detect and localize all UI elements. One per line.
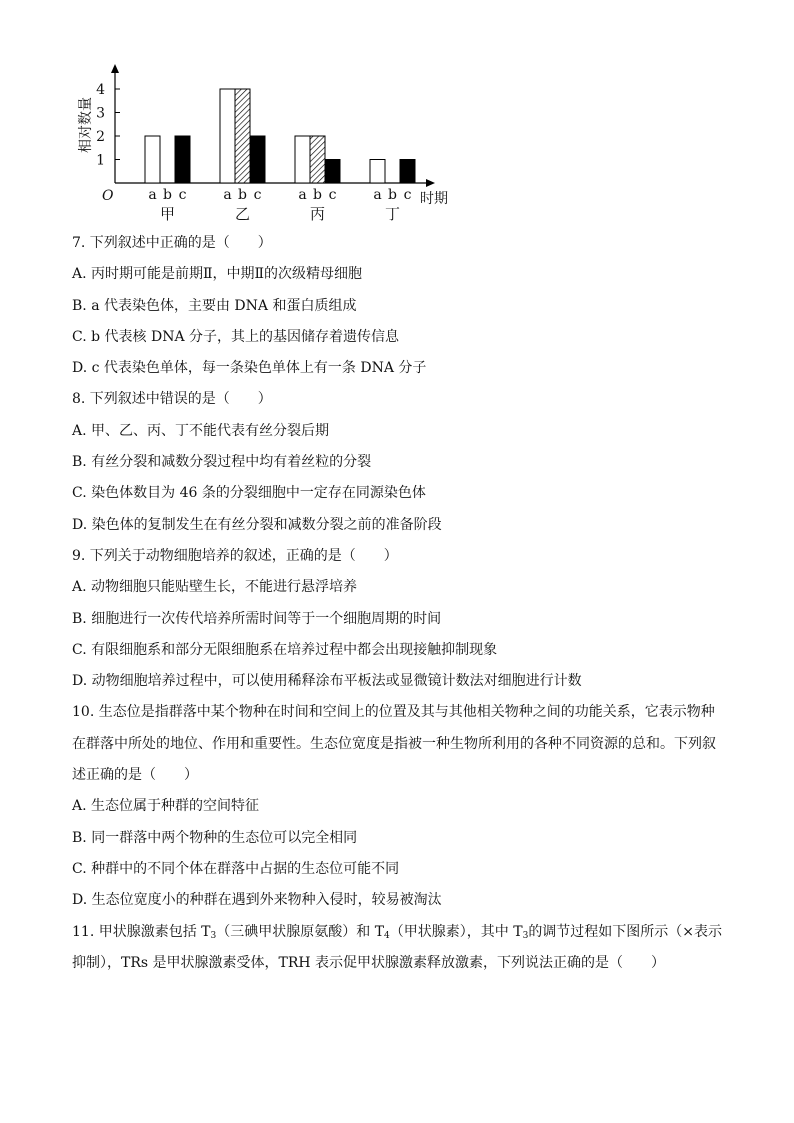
question-line: C. 染色体数目为 46 条的分裂细胞中一定存在同源染色体 [72, 485, 426, 502]
category-label: 乙 [234, 205, 251, 223]
bar-c [175, 136, 190, 183]
chart-bars [145, 89, 415, 183]
series-label: a [223, 187, 232, 203]
question-line: 10. 生态位是指群落中某个物种在时间和空间上的位置及其与其他相关物种之间的功能关系，它表示物种 [72, 704, 715, 721]
question-line: A. 甲、乙、丙、丁不能代表有丝分裂后期 [72, 422, 330, 439]
subscript: 3 [210, 930, 217, 941]
q11-text-4: 的调节过程如下图所示（×表示 [528, 923, 723, 940]
x-axis-arrow [426, 179, 435, 187]
bar-b [235, 89, 250, 183]
question-line: A. 生态位属于种群的空间特征 [72, 798, 260, 815]
y-tick-label: 2 [96, 129, 105, 145]
series-label: c [403, 187, 412, 203]
bar-a [370, 160, 385, 184]
series-label: a [148, 187, 157, 203]
question-line: 抑制），TRs 是甲状腺激素受体，TRH 表示促甲状腺激素释放激素，下列说法正确的是（ ） [72, 954, 666, 971]
y-tick-label: 4 [96, 82, 105, 98]
question-line: B. 有丝分裂和减数分裂过程中均有着丝粒的分裂 [72, 454, 372, 471]
series-label: c [328, 187, 337, 203]
question-line [72, 917, 732, 948]
question-line: C. 种群中的不同个体在群落中占据的生态位可能不同 [72, 860, 400, 877]
bar-a [220, 89, 235, 183]
y-axis-label: 相对数量 [78, 97, 94, 153]
question-line: 在群落中所处的地位、作用和重要性。生态位宽度是指被一种生物所利用的各种不同资源的总和。下列叙 [72, 735, 716, 752]
bar-a [295, 136, 310, 183]
y-tick-label: 1 [96, 152, 105, 169]
category-label: 甲 [159, 205, 176, 223]
series-label: b [163, 187, 172, 203]
question-text [72, 228, 732, 979]
question-line: 7. 下列叙述中正确的是（ ） [72, 235, 272, 251]
question-line: A. 动物细胞只能贴壁生长，不能进行悬浮培养 [72, 579, 358, 596]
question-line: B. 同一群落中两个物种的生态位可以完全相同 [72, 829, 358, 846]
question-line: C. 有限细胞系和部分无限细胞系在培养过程中都会出现接触抑制现象 [72, 641, 498, 658]
question-line: B. 细胞进行一次传代培养所需时间等于一个细胞周期的时间 [72, 610, 442, 627]
bar-c [400, 160, 415, 184]
origin-label: O [102, 188, 114, 204]
question-line: C. b 代表核 DNA 分子，其上的基因储存着遗传信息 [72, 328, 400, 345]
question-line: B. a 代表染色体，主要由 DNA 和蛋白质组成 [72, 297, 357, 314]
question-line: 9. 下列关于动物细胞培养的叙述，正确的是（ ） [72, 547, 398, 564]
bar-c [250, 136, 265, 183]
q11-text-1: 11. 甲状腺激素包括 T [72, 923, 211, 940]
question-line: A. 丙时期可能是前期Ⅱ，中期Ⅱ的次级精母细胞 [72, 266, 363, 283]
question-line: 8. 下列叙述中错误的是（ ） [72, 391, 272, 408]
question-line: D. 染色体的复制发生在有丝分裂和减数分裂之前的准备阶段 [72, 516, 442, 533]
bar-b [310, 136, 325, 183]
question-line: D. c 代表染色单体，每一条染色单体上有一条 DNA 分子 [72, 360, 427, 377]
series-label: c [178, 187, 187, 203]
y-axis-arrow [111, 64, 119, 73]
series-label: b [313, 187, 322, 203]
bar-chart [60, 55, 460, 225]
q11-text-2: （三碘甲状腺原氨酸）和 T [216, 923, 385, 940]
question-line: D. 生态位宽度小的种群在遇到外来物种入侵时，较易被淘汰 [72, 892, 442, 909]
q11-text-3: （甲状腺素），其中 T [389, 923, 523, 940]
series-label: c [253, 187, 262, 203]
category-label: 丁 [384, 205, 401, 223]
question-line: D. 动物细胞培养过程中，可以使用稀释涂布平板法或显微镜计数法对细胞进行计数 [72, 673, 582, 690]
series-label: b [238, 187, 247, 203]
series-label: a [373, 187, 382, 203]
category-label: 丙 [309, 205, 326, 223]
question-line: 述正确的是（ ） [72, 767, 198, 784]
bar-c [325, 160, 340, 184]
subscript: 3 [522, 930, 529, 941]
series-label: a [298, 187, 307, 203]
bar-a [145, 136, 160, 183]
y-tick-label: 3 [96, 105, 105, 122]
x-axis-label: 时期 [420, 191, 448, 207]
subscript: 4 [384, 930, 390, 941]
series-label: b [388, 187, 397, 203]
